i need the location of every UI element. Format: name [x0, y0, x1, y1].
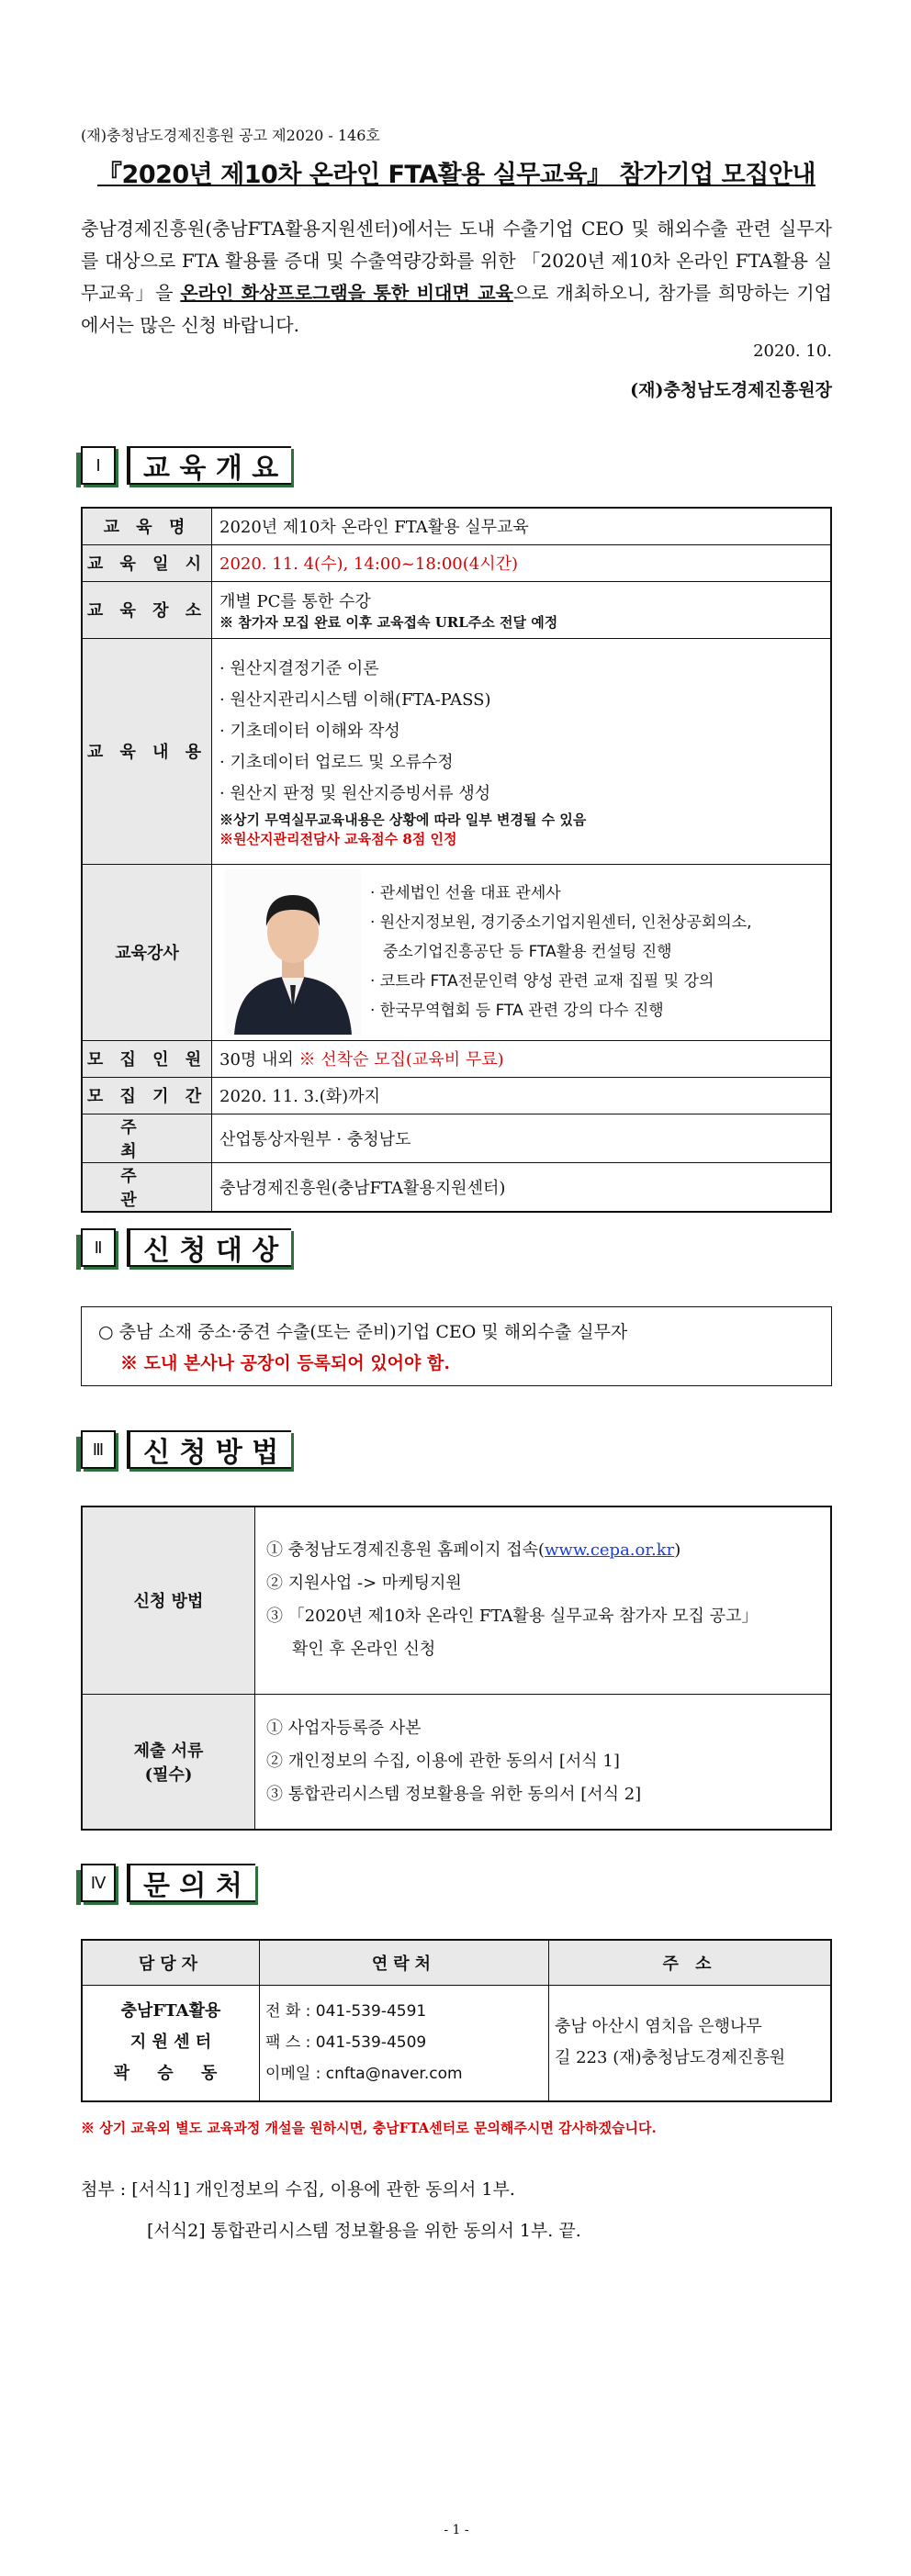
- table-row: [82, 638, 831, 864]
- table-row: [82, 1162, 831, 1212]
- signer: (재)충청남도경제진흥원장: [630, 380, 832, 400]
- content-note: ※상기 무역실무교육내용은 상황에 따라 일부 변경될 수 있음: [219, 812, 587, 828]
- education-overview-table: [81, 507, 832, 1213]
- row-value: [212, 864, 832, 1040]
- page-title: 『2020년 제10차 온라인 FTA활용 실무교육』 참가기업 모집안내: [97, 161, 815, 189]
- row-label: 모 집 인 원: [82, 1040, 212, 1077]
- list-item: · 원산지결정기준 이론: [219, 659, 379, 678]
- row-label: [82, 1694, 255, 1830]
- list-item: ① 사업자등록증 사본: [266, 1718, 422, 1738]
- eligibility-box: [81, 1306, 832, 1386]
- table-row: [82, 1040, 831, 1077]
- row-label: 교 육 장 소: [82, 581, 212, 638]
- place-value: 개별 PC를 통한 수강: [219, 591, 371, 611]
- row-value: [212, 1040, 832, 1077]
- section-number: Ⅰ: [81, 446, 116, 485]
- column-header: 담당자: [82, 1940, 260, 1986]
- fax: 팩 스 : 041-539-4509: [265, 2033, 427, 2053]
- contact-person: [82, 1986, 260, 2101]
- row-label: 교육강사: [82, 864, 212, 1040]
- contact-person-line: 곽 승 동: [113, 2064, 229, 2084]
- row-value: 2020. 11. 3.(화)까지: [212, 1077, 832, 1114]
- contact-table: [81, 1939, 832, 2102]
- row-value: [255, 1694, 832, 1830]
- address-line: 길 223 (재)충청남도경제진흥원: [555, 2048, 786, 2068]
- intro-text-2: 으로 개최하오니, 참가를 희망하는 기업에서는 많은 신청 바랍니다.: [81, 282, 832, 336]
- method-step-text: ① 충청남도경제진흥원 홈페이지 접속(: [266, 1540, 545, 1561]
- section-number: Ⅲ: [81, 1430, 116, 1469]
- section-heading-3: [81, 1428, 291, 1471]
- docs-label: 제출 서류: [133, 1741, 204, 1761]
- email[interactable]: 이메일 : cnfta@naver.com: [265, 2065, 463, 2084]
- row-label: 교 육 내 용: [82, 638, 212, 864]
- method-step-text: ): [674, 1540, 681, 1561]
- method-step-3b: 확인 후 온라인 신청: [292, 1640, 436, 1660]
- column-header: 주 소: [549, 1940, 832, 1986]
- eligibility-text: ○ 충남 소재 중소·중견 수출(또는 준비)기업 CEO 및 해외수출 실무자: [98, 1322, 628, 1342]
- table-row: [82, 1986, 831, 2101]
- row-value: [212, 581, 832, 638]
- table-row: [82, 1694, 831, 1830]
- content-note-red: ※원산지관리전담사 교육점수 8점 인정: [219, 831, 457, 847]
- application-method-table: [81, 1506, 832, 1831]
- contact-person-line: 충남FTA활용: [120, 2001, 221, 2022]
- list-item: · 한국무역협회 등 FTA 관련 강의 다수 진행: [370, 1002, 664, 1020]
- row-value: 2020년 제10차 온라인 FTA활용 실무교육: [212, 508, 832, 544]
- intro-text-1: 충남경제진흥원(충남FTA활용지원센터)에서는 도내 수출기업 CEO 및 해외수출 관련 실무자를 대상으로 FTA 활용률 증대 및 수출역량강화를 위한 「2020년 제10차 온라인 FTA활용 실무교육」을: [81, 218, 832, 304]
- row-value: [212, 638, 832, 864]
- list-item: ③ 통합관리시스템 정보활용을 위한 동의서 [서식 2]: [266, 1784, 642, 1804]
- section-heading-1: [81, 444, 291, 487]
- method-step-2: ② 지원사업 -> 마케팅지원: [266, 1574, 462, 1594]
- row-label: 주 최: [82, 1114, 212, 1162]
- contact-address: [549, 1986, 832, 2101]
- method-step-1: [266, 1534, 819, 1567]
- homepage-link[interactable]: www.cepa.or.kr: [545, 1540, 675, 1561]
- list-item: 중소기업진흥공단 등 FTA활용 컨설팅 진행: [383, 943, 672, 961]
- list-item: · 원산지관리시스템 이해(FTA-PASS): [219, 690, 491, 710]
- list-item: · 코트라 FTA전문인력 양성 관련 교재 집필 및 강의: [370, 972, 714, 991]
- list-item: · 기초데이터 업로드 및 오류수정: [219, 753, 454, 772]
- table-row: [82, 1077, 831, 1114]
- row-value: 2020. 11. 4(수), 14:00~18:00(4시간): [212, 544, 832, 581]
- phone: 전 화 : 041-539-4591: [265, 2002, 427, 2022]
- page-number: - 1 -: [444, 2523, 469, 2537]
- place-note: ※ 참가자 모집 완료 이후 교육접속 URL주소 전달 예정: [219, 613, 558, 631]
- table-row: [82, 581, 831, 638]
- row-label: 주 관: [82, 1162, 212, 1212]
- footnote: ※ 상기 교육외 별도 교육과정 개설을 원하시면, 충남FTA센터로 문의해주시면 감사하겠습니다.: [81, 2120, 657, 2136]
- row-value: 산업통상자원부 · 충청남도: [212, 1114, 832, 1162]
- docs-label-sub: (필수): [144, 1764, 193, 1785]
- table-row: [82, 1114, 831, 1162]
- column-header: 연락처: [260, 1940, 549, 1986]
- section-number: Ⅱ: [81, 1228, 116, 1267]
- section-title: 신 청 대 상: [127, 1228, 291, 1267]
- notice-number: (재)충청남도경제진흥원 공고 제2020 - 146호: [81, 127, 380, 144]
- contact-person-line: 지 원 센 터: [129, 2033, 212, 2053]
- table-row: [82, 1506, 831, 1694]
- row-label: 모 집 기 간: [82, 1077, 212, 1114]
- eligibility-note: ※ 도내 본사나 공장이 등록되어 있어야 함.: [120, 1353, 450, 1373]
- section-title: 신 청 방 법: [127, 1430, 291, 1469]
- notice-date: 2020. 10.: [753, 342, 832, 361]
- list-item: · 관세법인 선율 대표 관세사: [370, 884, 561, 902]
- attachment-1: 첨부 : [서식1] 개인정보의 수집, 이용에 관한 동의서 1부.: [81, 2179, 515, 2200]
- attachment-2: [서식2] 통합관리시스템 정보활용을 위한 동의서 1부. 끝.: [147, 2221, 581, 2241]
- section-heading-4: [81, 1862, 255, 1904]
- list-item: · 원산지정보원, 경기중소기업지원센터, 인천상공회의소,: [370, 913, 752, 932]
- intro-highlight: 온라인 화상프로그램을 통한 비대면 교육: [180, 282, 513, 304]
- section-title: 문 의 처: [127, 1864, 255, 1902]
- row-value: 충남경제진흥원(충남FTA활용지원센터): [212, 1162, 832, 1212]
- table-row: [82, 544, 831, 581]
- table-row: [82, 508, 831, 544]
- recruit-value: 30명 내외: [219, 1050, 294, 1070]
- row-label: 교 육 일 시: [82, 544, 212, 581]
- row-label: 신청 방법: [82, 1506, 255, 1694]
- list-item: ② 개인정보의 수집, 이용에 관한 동의서 [서식 1]: [266, 1751, 620, 1771]
- row-label: 교 육 명: [82, 508, 212, 544]
- section-title: 교 육 개 요: [127, 446, 291, 485]
- intro-paragraph: [81, 213, 832, 342]
- method-step-3: ③ 「2020년 제10차 온라인 FTA활용 실무교육 참가자 모집 공고」: [266, 1607, 759, 1627]
- table-row: [82, 864, 831, 1040]
- list-item: · 기초데이터 이해와 작성: [219, 722, 400, 741]
- table-header-row: [82, 1940, 831, 1986]
- list-item: · 원산지 판정 및 원산지증빙서류 생성: [219, 784, 491, 803]
- address-line: 충남 아산시 염치읍 은행나무: [555, 2017, 762, 2037]
- lecturer-photo: [225, 869, 361, 1035]
- section-number: Ⅳ: [81, 1864, 116, 1902]
- contact-info: [260, 1986, 549, 2101]
- section-heading-2: [81, 1226, 291, 1269]
- row-value: [255, 1506, 832, 1694]
- recruit-note: ※ 선착순 모집(교육비 무료): [298, 1050, 504, 1070]
